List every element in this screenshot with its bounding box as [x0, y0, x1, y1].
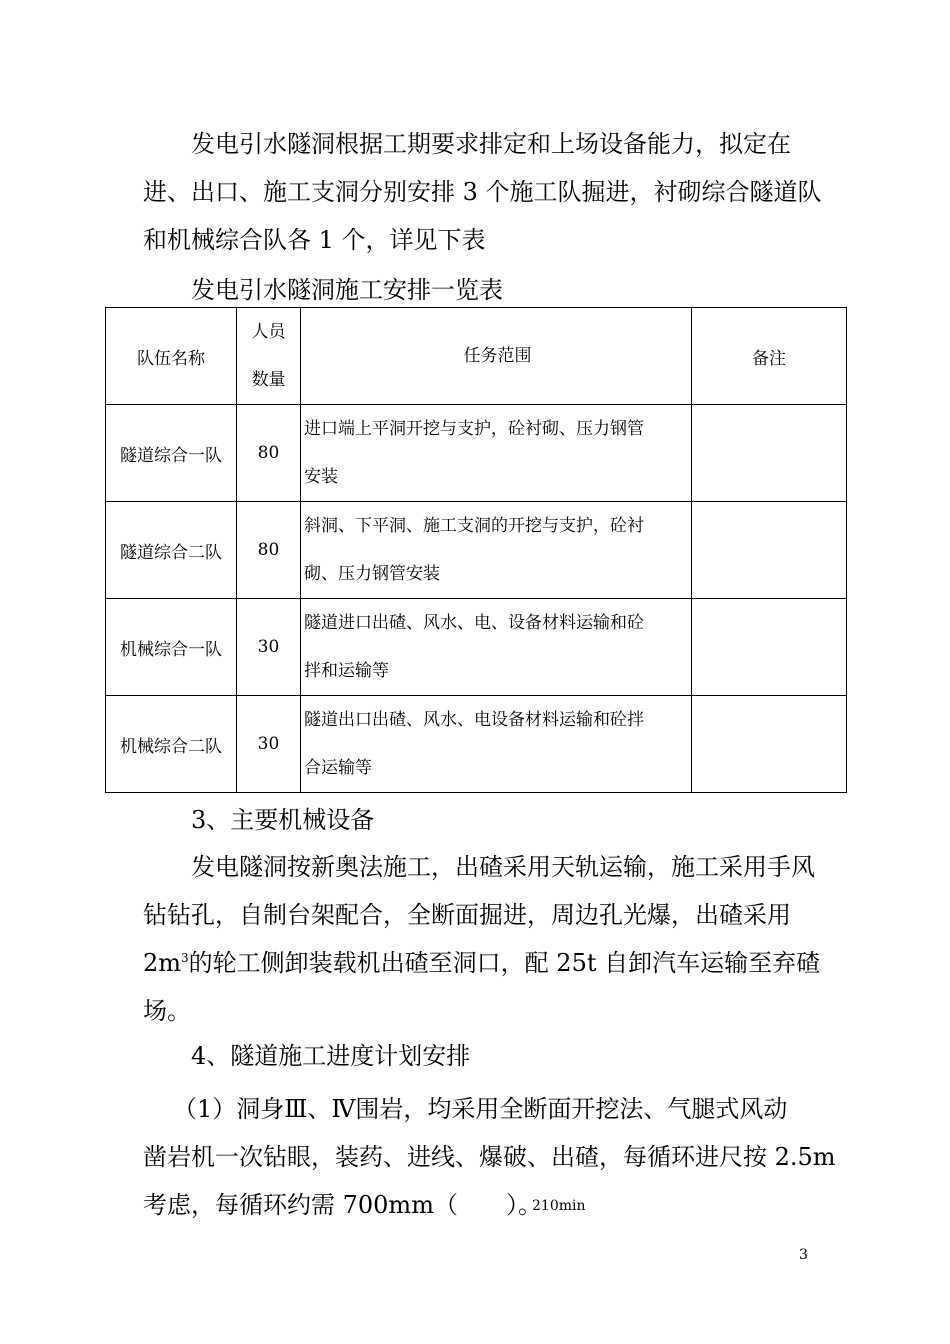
section3-line3 [143, 939, 821, 987]
table-row [106, 502, 847, 599]
cell-note [692, 696, 847, 793]
cell-team: 隧道综合一队 [106, 405, 237, 502]
cell-task-line: 斜洞、下平洞、施工支洞的开挖与支护，砼衬 [304, 516, 644, 536]
cell-task-line: 隧道出口出碴、风水、电设备材料运输和砼拌 [304, 710, 644, 730]
section4-heading: 4、隧道施工进度计划安排 [191, 1042, 471, 1070]
cell-task [301, 502, 692, 599]
cell-task [301, 599, 692, 696]
section4-line: 凿岩机一次钻眼，装药、进线、爆破、出碴，每循环进尺按 2.5m [143, 1143, 836, 1171]
cell-task-line: 隧道进口出碴、风水、电、设备材料运输和砼 [304, 613, 644, 633]
cell-note [692, 405, 847, 502]
cell-task [301, 405, 692, 502]
volume-exponent: 3 [181, 951, 189, 965]
cell-team: 机械综合一队 [106, 599, 237, 696]
table-caption: 发电引水隧洞施工安排一览表 [191, 276, 503, 304]
header-task: 任务范围 [301, 308, 692, 405]
cell-count: 80 [237, 502, 301, 599]
table-row [106, 696, 847, 793]
section4-paragraph [143, 1085, 836, 1229]
intro-line: 和机械综合队各 1 个，详见下表 [143, 226, 486, 254]
section3-paragraph [143, 843, 821, 1035]
cell-count: 30 [237, 599, 301, 696]
section3-line: 钻钻孔，自制台架配合，全断面掘进，周边孔光爆，出碴采用 [143, 901, 791, 929]
intro-line: 进、出口、施工支洞分别安排 3 个施工队掘进，衬砌综合隧道队 [143, 178, 822, 206]
cell-team: 隧道综合二队 [106, 502, 237, 599]
table-row [106, 599, 847, 696]
header-note: 备注 [692, 308, 847, 405]
page-number: 3 [799, 1247, 808, 1263]
section4-line: 考虑，每循环约需 700mm（ ）。 [143, 1191, 542, 1219]
cell-task-line: 安装 [304, 467, 338, 487]
cell-task-line: 进口端上平洞开挖与支护，砼衬砌、压力钢管 [304, 419, 644, 439]
table-row [106, 405, 847, 502]
section3-line: 发电隧洞按新奥法施工，出碴采用天轨运输，施工采用手风 [191, 853, 815, 881]
header-team: 队伍名称 [106, 308, 237, 405]
section3-line3-text: 的轮工侧卸装载机出碴至洞口，配 25t 自卸汽车运输至弃碴 [188, 949, 821, 977]
volume-value: 2m [143, 949, 182, 977]
cell-note [692, 599, 847, 696]
cell-task-line: 合运输等 [304, 758, 372, 778]
header-count-line2: 数量 [251, 370, 286, 390]
cell-task [301, 696, 692, 793]
cell-task-line: 拌和运输等 [304, 661, 389, 681]
cell-team: 机械综合二队 [106, 696, 237, 793]
header-count-line1: 人员 [251, 322, 286, 342]
intro-line: 发电引水隧洞根据工期要求排定和上场设备能力，拟定在 [191, 130, 791, 158]
intro-paragraph [143, 120, 822, 264]
cell-count: 30 [237, 696, 301, 793]
time-note: 210min [532, 1198, 586, 1214]
section3-heading: 3、主要机械设备 [191, 806, 375, 834]
section3-line: 场。 [143, 997, 191, 1025]
header-count [237, 308, 301, 405]
cell-count: 80 [237, 405, 301, 502]
section4-line: （1）洞身Ⅲ、Ⅳ围岩，均采用全断面开挖法、气腿式风动 [173, 1095, 788, 1123]
cell-task-line: 砌、压力钢管安装 [304, 564, 440, 584]
cell-note [692, 502, 847, 599]
table-header-row [106, 308, 847, 405]
schedule-table [105, 307, 847, 793]
